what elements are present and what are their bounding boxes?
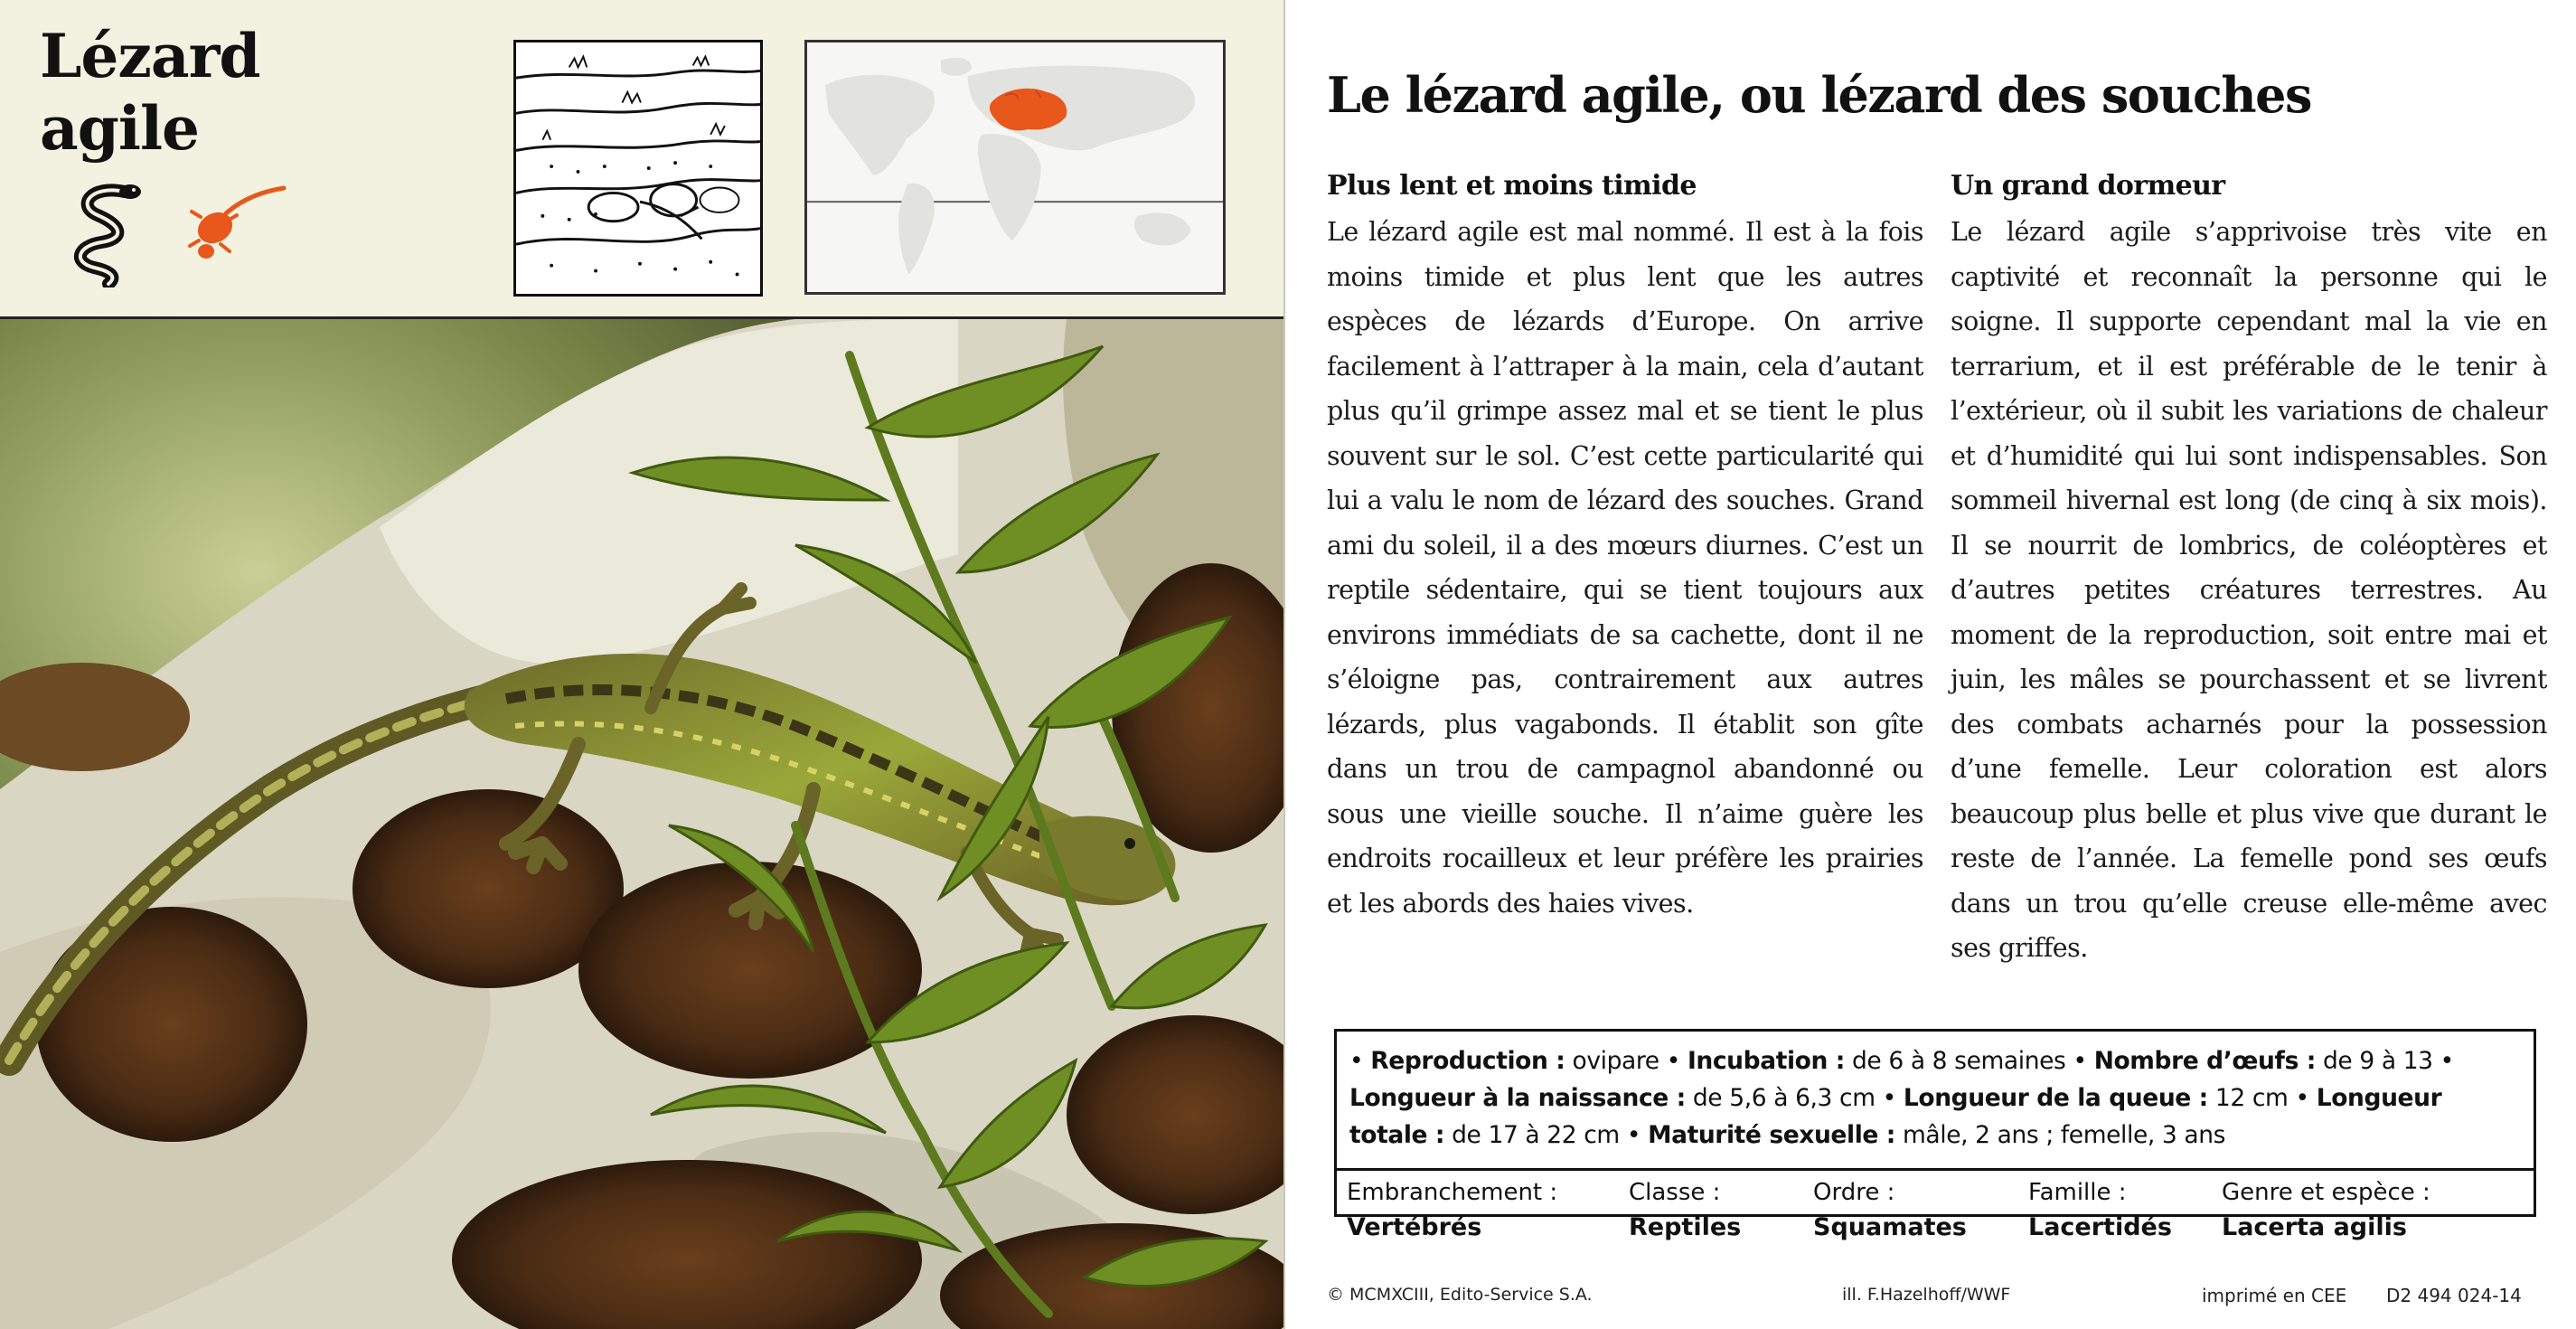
fact-bullet: • [1626, 1121, 1641, 1149]
classification-embranchement [1347, 1175, 1557, 1246]
snake-icon [54, 179, 154, 287]
classification-label: Embranchement : [1347, 1179, 1558, 1206]
footer-illustration-credit: ill. F.Hazelhoff/WWF [1842, 1285, 2011, 1305]
section-text-slow: Le lézard agile est mal nommé. Il est à la fois moins timide et plus lent que les autres espèces de lézards d’Europe. On arrive facilement à l’attraper à la main, cela d’autant plus qu’il grimpe assez mal et se tient le plus souvent sur le sol. C’est cette particularité qui lui a valu le nom de lézard des souches. Grand ami du soleil, il a des mœurs diurnes. C’est un reptile sédentaire, qui se tient toujours aux environs immédiats de sa cachette, dont il ne s’éloigne pas, contrairement aux autres lézards, plus vagabonds. Il établit son gîte dans un trou de campagnol abandonné ou sous une vieille souche. Il n’aime guère les endroits rocailleux et leur préfère les prairies et les abords des haies vives. [1327, 217, 1923, 919]
lizard-icon [184, 181, 293, 280]
classification-label: Classe : [1629, 1179, 1721, 1206]
footer-code: D2 494 024-14 [2386, 1285, 2522, 1306]
fact-bullet: • [2073, 1047, 2087, 1075]
article-title: Le lézard agile, ou lézard des souches [1327, 66, 2311, 124]
classification-label: Ordre : [1813, 1179, 1895, 1206]
footer-printed: imprimé en CEE [2202, 1285, 2347, 1306]
fact-bullet: • [2440, 1047, 2454, 1075]
fact-bullet: • [2295, 1084, 2309, 1112]
classification-ordre [1813, 1175, 1967, 1246]
world-range-map [804, 40, 1226, 295]
fact-eggs-value: de 9 à 13 [2323, 1047, 2433, 1075]
classification-value: Lacertidés [2028, 1213, 2172, 1241]
text-column-right [1951, 168, 2547, 971]
classification-classe [1629, 1175, 1741, 1246]
facts-text [1349, 1042, 2521, 1154]
fact-incubation-value: de 6 à 8 semaines [1851, 1047, 2066, 1075]
classification-value: Vertébrés [1347, 1213, 1482, 1241]
classification-genre-espece [2222, 1175, 2430, 1246]
lizard-photograph [0, 319, 1283, 1329]
fact-bullet: • [1349, 1047, 1364, 1075]
fact-total-label: Longueur totale : [1349, 1084, 2442, 1149]
fact-reproduction-label: Reproduction : [1370, 1047, 1565, 1075]
fact-bullet: • [1666, 1047, 1680, 1075]
classification-label: Genre et espèce : [2222, 1179, 2430, 1206]
fact-reproduction-value: ovipare [1572, 1047, 1659, 1075]
identification-card [0, 0, 1285, 1329]
fact-maturity-label: Maturité sexuelle : [1648, 1121, 1895, 1149]
fact-total-value: de 17 à 22 cm [1452, 1121, 1620, 1149]
footer-copyright: © MCMXCIII, Edito-Service S.A. [1327, 1285, 1593, 1305]
section-heading-slow: Plus lent et moins timide [1327, 170, 1697, 202]
fact-tail-label: Longueur de la queue : [1903, 1084, 2208, 1112]
classification-value: Lacerta agilis [2222, 1213, 2407, 1241]
section-heading-sleeper: Un grand dormeur [1951, 170, 2225, 202]
classification-value: Reptiles [1629, 1213, 1742, 1241]
classification-divider [1334, 1168, 2536, 1171]
fact-bullet: • [1882, 1084, 1896, 1112]
card-title-line-2: agile [40, 93, 200, 164]
classification-value: Squamates [1813, 1213, 1967, 1241]
fact-birth-length-value: de 5,6 à 6,3 cm [1692, 1084, 1876, 1112]
text-column-left [1327, 168, 1923, 926]
habitat-illustration [513, 40, 763, 297]
section-text-sleeper: Le lézard agile s’apprivoise très vite en captivité et reconnaît la personne qui le soigne. Il supporte cependant mal la vie en terrarium, et il est préférable de le tenir à l’extérieur, où il subit les variations de chaleur et d’humidité qui lui sont indispensables. Son sommeil hivernal est long (de cinq à six mois). Il se nourrit de lombrics, de coléoptères et d’autres petites créatures terrestres. Au moment de la reproduction, soit entre mai et juin, les mâles se pourchassent et se livrent des combats acharnés pour la possession d’une femelle. Leur coloration est alors beaucoup plus belle et plus vive que durant le reste de l’année. La femelle pond ses œufs dans un trou qu’elle creuse elle-même avec ses griffes. [1951, 217, 2547, 963]
fact-incubation-label: Incubation : [1687, 1047, 1845, 1075]
fact-eggs-label: Nombre d’œufs : [2093, 1047, 2316, 1075]
classification-famille [2028, 1175, 2172, 1246]
fact-maturity-value: mâle, 2 ans ; femelle, 3 ans [1903, 1121, 2226, 1149]
card-title-line-1: Lézard [40, 21, 260, 91]
card-header [0, 0, 1283, 319]
fact-birth-length-label: Longueur à la naissance : [1349, 1084, 1686, 1112]
fact-tail-value: 12 cm [2214, 1084, 2289, 1112]
card-title [40, 20, 260, 165]
classification-label: Famille : [2028, 1179, 2127, 1206]
